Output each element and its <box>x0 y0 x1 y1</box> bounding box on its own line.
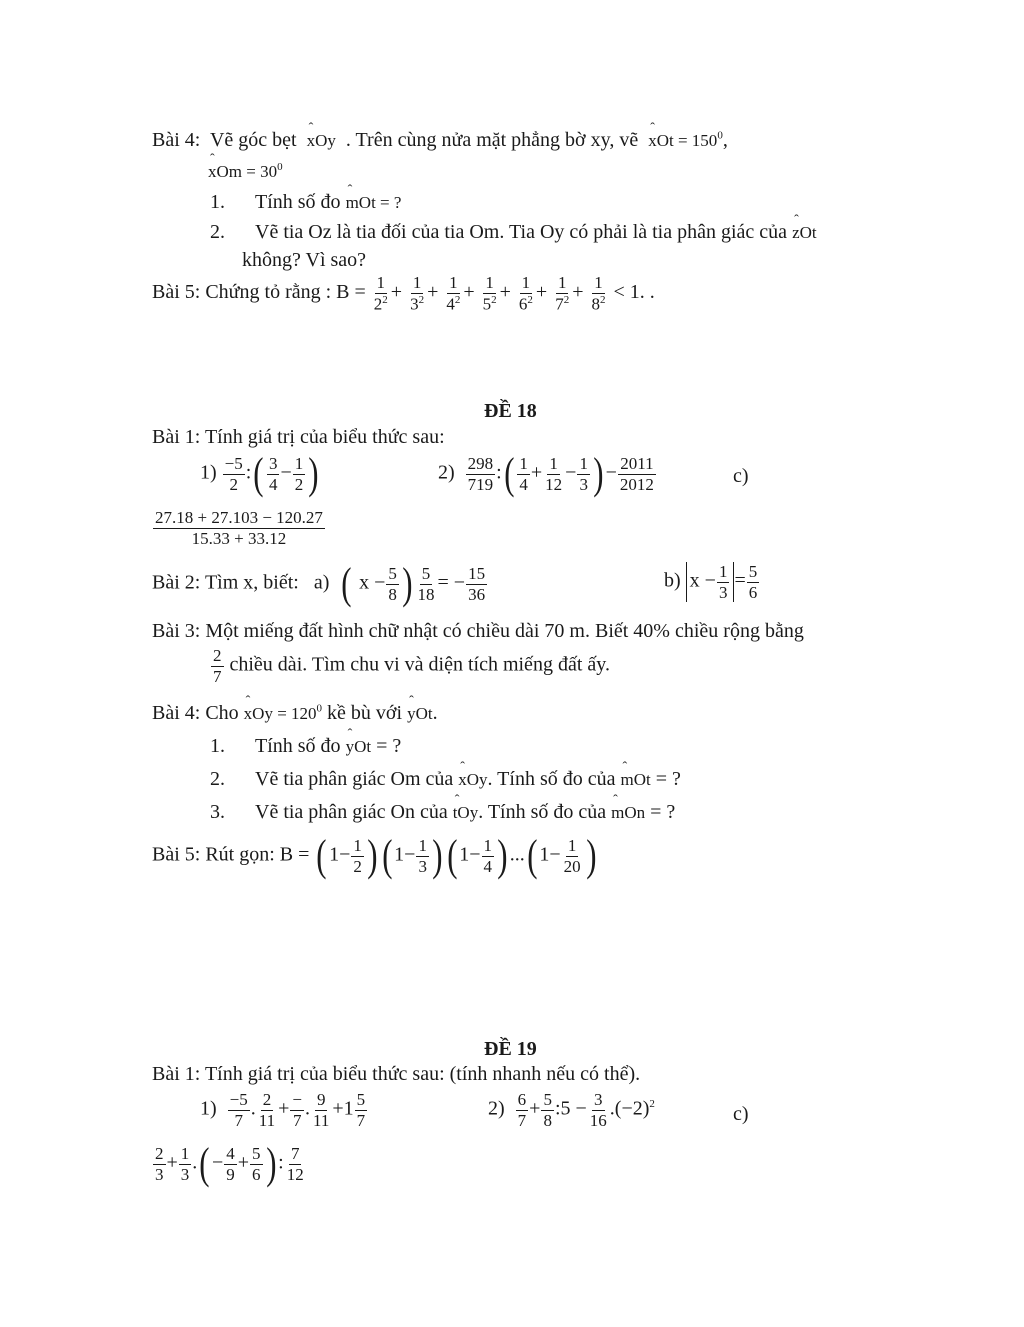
b5-frac-2: $\frac{1}{3^2}$ <box>410 273 425 314</box>
de18-b4-item1: 1. Tính số đo ˆ yOt = ? <box>210 736 401 756</box>
top-b4-item1: 1. Tính số đo ˆ mOt = ? <box>210 192 401 212</box>
de18-b1-3-label: c) <box>733 465 749 487</box>
b5-frac-4: $\frac{1}{5^2}$ <box>482 273 497 314</box>
de19-b1-3-label: c) <box>733 1103 749 1125</box>
de19-b1-3: $\frac{2}{3}$ + $\frac{1}{3}$ .( − $\frac{4}{9}$ + $\frac{5}{6}$ ) : $\frac{7}{12}$ <box>155 1139 304 1188</box>
de18-b3: Bài 3: Một miếng đất hình chữ nhật có chiều dài 70 m. Biết 40% chiều rộng bằng <box>152 620 804 642</box>
top-b4-item2: 2. Vẽ tia Oz là tia đối của tia Om. Tia Oy có phải là tia phân giác của ˆ zOt <box>210 222 817 242</box>
de18-b5: Bài 5: Rút gọn: B = ( 1− $\frac{1}{2}$ )( 1− $\frac{1}{3}$ )( 1− $\frac{1}{4}$ ) ...( 1− $\frac{1}{20}$ ) <box>152 831 597 880</box>
de18-b3-cont: $\frac{2}{7}$ chiều dài. Tìm chu vi và diện tích miếng đất ấy. <box>213 646 610 686</box>
top-b4-item2-cont: không? Vì sao? <box>242 249 367 271</box>
de18-b4-item3: 3. Vẽ tia phân giác On của ˆ tOy. Tính số đo của ˆ mOn = ? <box>210 802 675 822</box>
top-b5: Bài 5: Chứng tỏ rằng : B = $\frac{1}{2^2}$ + $\frac{1}{3^2}$ + $\frac{1}{4^2}$ + $\frac{1}{5^2}$ + $\frac{1}{6^2}$ + $\frac{1}{7^2}$ + $\frac{1}{8^2}$ < 1. . <box>152 273 655 314</box>
de18-title: ĐỀ 18 <box>484 400 537 422</box>
de18-b2-b: b) x − $\frac{1}{3}$ = $\frac{5}{6}$ <box>664 562 758 602</box>
b5-frac-6: $\frac{1}{7^2}$ <box>555 273 570 314</box>
top-b4-xOm: ˆ xOm = $30^0$ <box>208 162 283 180</box>
top-b4-line1: Bài 4: Vẽ góc bẹt ˆ xOy . Trên cùng nửa mặt phẳng bờ xy, vẽ ˆ xOt = $150^0$, <box>152 130 728 150</box>
de19-b1-1: 1) $\frac{-5}{7}$ . $\frac{2}{11}$ + − 7 . $\frac{9}{11}$ +1 $\frac{5}{7}$ <box>200 1090 366 1130</box>
b5-frac-1: $\frac{1}{2^2}$ <box>373 273 388 314</box>
b5-frac-5: $\frac{1}{6^2}$ <box>518 273 533 314</box>
de19-b1-label: Bài 1: Tính giá trị của biểu thức sau: (tính nhanh nếu có thể). <box>152 1063 641 1085</box>
b5-frac-3: $\frac{1}{4^2}$ <box>446 273 461 314</box>
de18-b1-2: 2) $\frac{298}{719}$ :( $\frac{1}{4}$ + $\frac{1}{12}$ − $\frac{1}{3}$ ) − $\frac{2011}{2012}$ <box>438 449 654 498</box>
de18-b1-label: Bài 1: Tính giá trị của biểu thức sau: <box>152 426 445 448</box>
de18-b1-1: 1) $\frac{-5}{2}$ :( $\frac{3}{4}$ − $\frac{1}{2}$ ) <box>200 449 319 498</box>
de18-b2: Bài 2: Tìm x, biết: a) ( x − $\frac{5}{8}$ ) $\frac{5}{18}$ = − $\frac{15}{36}$ <box>152 559 486 608</box>
de18-b4: Bài 4: Cho ˆ xOy = $120^0$ kề bù với ˆ yOt. <box>152 703 438 723</box>
b5-frac-7: $\frac{1}{8^2}$ <box>591 273 606 314</box>
de18-b4-item2: 2. Vẽ tia phân giác Om của ˆ xOy. Tính số đo của ˆ mOt = ? <box>210 769 681 789</box>
de19-title: ĐỀ 19 <box>484 1038 537 1060</box>
de19-b1-2: 2) $\frac{6}{7}$ + $\frac{5}{8}$ :5 − $\frac{3}{16}$ $.(-2)^2$ <box>488 1090 655 1130</box>
de18-b1-3-frac: $\frac{27.18 + 27.103 - 120.27}{15.33 + 33.12}$ <box>155 508 323 548</box>
